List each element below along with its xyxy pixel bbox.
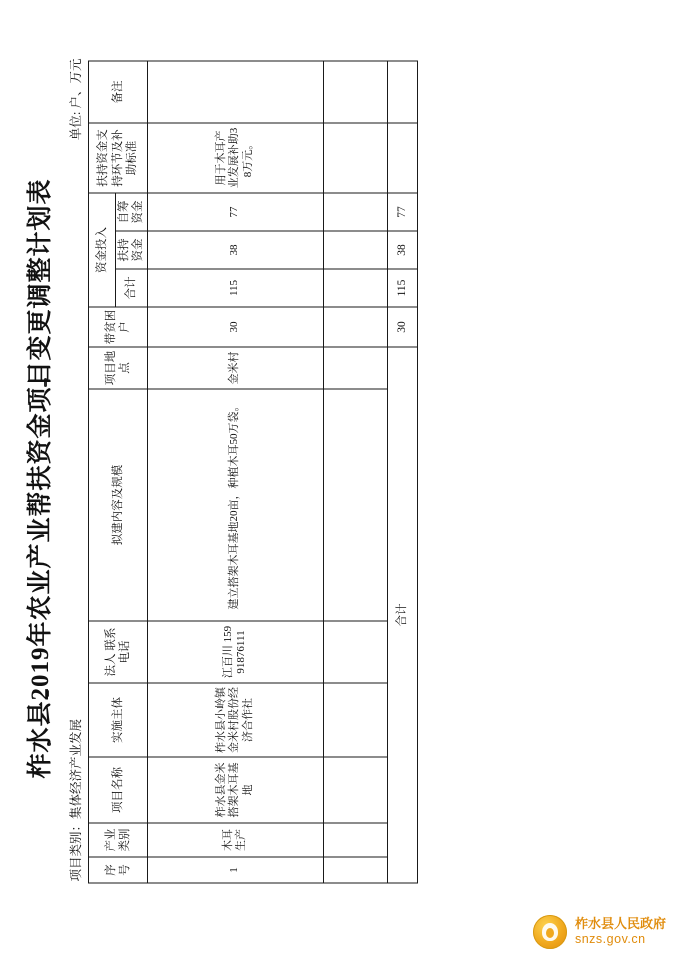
header-remark: 备注 [89,61,148,123]
header-investment-group: 资金投入 [89,193,116,307]
cell-content-scale [323,389,387,621]
site-watermark [533,915,666,949]
table-row [147,61,323,883]
cell-investment-support: 38 [147,231,323,269]
plan-table [88,60,418,883]
header-project-name: 项目名称 [89,757,148,823]
watermark-org-name: 柞水县人民政府 [574,916,666,932]
cell-industry-type: 木耳生产 [147,823,323,857]
unit-label: 单位: 户、万元 [69,58,83,140]
cell-total-support-standard [387,123,417,193]
cell-implementer [323,683,387,757]
cell-total-remark [387,61,417,123]
header-location: 项目地点 [89,347,148,389]
header-industry-type: 产业类别 [89,823,148,857]
cell-investment-self [323,193,387,231]
cell-location [323,347,387,389]
project-category-label: 项目类别：集体经济产业发展 [69,718,83,881]
cell-total-poor-households: 30 [387,307,417,347]
header-investment-self: 自筹资金 [116,193,148,231]
cell-legal-contact: 江百川 15991876111 [147,621,323,683]
header-content-scale: 拟建内容及规模 [89,389,148,621]
cell-support-standard: 用于木耳产业发展补助38万元。 [147,123,323,193]
cell-investment-support [323,231,387,269]
cell-investment-self: 77 [147,193,323,231]
cell-implementer: 柞水县小岭镇金米村股份经济合作社 [147,683,323,757]
cell-legal-contact [323,621,387,683]
cell-support-standard [323,123,387,193]
header-legal-contact: 法人 联系电话 [89,621,148,683]
cell-location: 金米村 [147,347,323,389]
header-poor-households: 带贫困户 [89,307,148,347]
header-investment-support: 扶持资金 [116,231,148,269]
cell-total-investment-support: 38 [387,231,417,269]
header-implementer: 实施主体 [89,683,148,757]
cell-total-investment-total: 115 [387,269,417,307]
cell-total-label: 合计 [387,347,417,883]
cell-project-name: 柞水县金米搭架木耳基地 [147,757,323,823]
cell-content-scale: 建立搭架木耳基地20亩，种植木耳50万袋。 [147,389,323,621]
cell-investment-total [323,269,387,307]
cell-investment-total: 115 [147,269,323,307]
cell-poor-households [323,307,387,347]
table-header-row-1 [89,61,116,883]
page-title: 柞水县2019年农业产业帮扶资金项目变更调整计划表 [27,178,54,779]
cell-remark [323,61,387,123]
cell-total-investment-self: 77 [387,193,417,231]
table-row [323,61,387,883]
header-investment-total: 合计 [116,269,148,307]
cell-poor-households: 30 [147,307,323,347]
watermark-text [575,917,666,946]
header-support-standard: 扶持资金支持环节及补助标准 [89,123,148,193]
header-seq: 序号 [89,857,148,883]
cell-seq [323,857,387,883]
government-logo-icon [533,915,567,949]
cell-remark [147,61,323,123]
table-total-row [387,61,417,883]
watermark-url: snzs.gov.cn [574,932,646,947]
cell-project-name [323,757,387,823]
cell-industry-type [323,823,387,857]
cell-seq: 1 [147,857,323,883]
